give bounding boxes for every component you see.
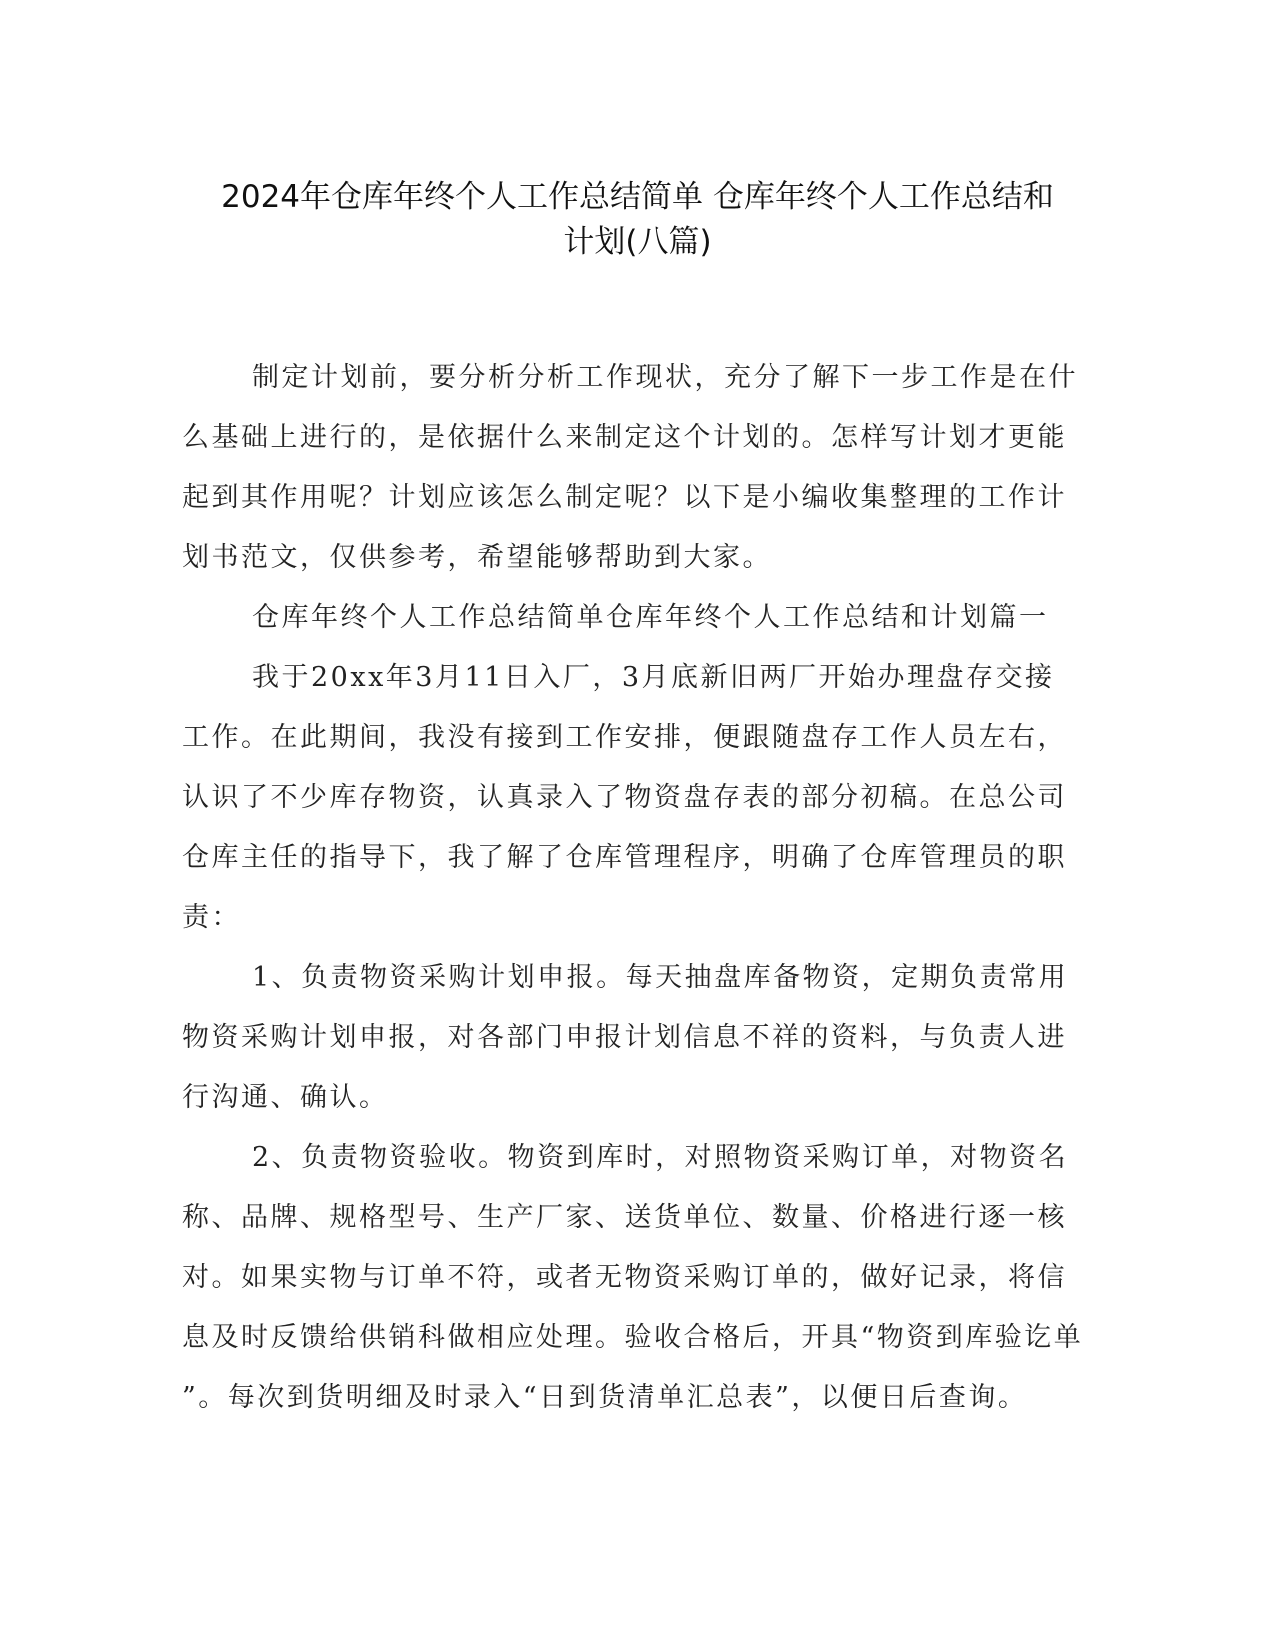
paragraph-line: 仓库主任的指导下，我了解了仓库管理程序，明确了仓库管理员的职 [182,842,1067,873]
list-item-line: 称、品牌、规格型号、生产厂家、送货单位、数量、价格进行逐一核 [182,1202,1067,1233]
section-heading: 仓库年终个人工作总结简单仓库年终个人工作总结和计划篇一 [252,602,1049,633]
document-title [150,175,1125,265]
list-item-line: 息及时反馈给供销科做相应处理。验收合格后，开具“物资到库验讫单 [182,1322,1084,1353]
list-item-line: 2、负责物资验收。物资到库时，对照物资采购订单，对物资名 [252,1142,1069,1173]
list-item-line: ”。每次到货明细及时录入“日到货清单汇总表”，以便日后查询。 [182,1382,1028,1413]
title-line: 2024年仓库年终个人工作总结简单 仓库年终个人工作总结和 [221,179,1054,215]
paragraph-line: 责： [182,902,241,933]
paragraph-line: 么基础上进行的，是依据什么来制定这个计划的。怎样写计划才更能 [182,422,1067,453]
paragraph-line: 认识了不少库存物资，认真录入了物资盘存表的部分初稿。在总公司 [182,782,1067,813]
paragraph-line: 划书范文，仅供参考，希望能够帮助到大家。 [182,542,772,573]
list-item-line: 1、负责物资采购计划申报。每天抽盘库备物资，定期负责常用 [252,962,1069,993]
paragraph-line: 我于20xx年3月11日入厂，3月底新旧两厂开始办理盘存交接 [252,662,1055,693]
title-line: 计划(八篇) [563,224,712,260]
paragraph-line: 起到其作用呢？计划应该怎么制定呢？以下是小编收集整理的工作计 [182,482,1067,513]
list-item-line: 物资采购计划申报，对各部门申报计划信息不祥的资料，与负责人进 [182,1022,1067,1053]
paragraph-line: 制定计划前，要分析分析工作现状，充分了解下一步工作是在什 [252,362,1078,393]
document-body [182,348,1084,1428]
paragraph-line: 工作。在此期间，我没有接到工作安排，便跟随盘存工作人员左右， [182,722,1067,753]
list-item-line: 行沟通、确认。 [182,1082,389,1113]
list-item-line: 对。如果实物与订单不符，或者无物资采购订单的，做好记录，将信 [182,1262,1067,1293]
